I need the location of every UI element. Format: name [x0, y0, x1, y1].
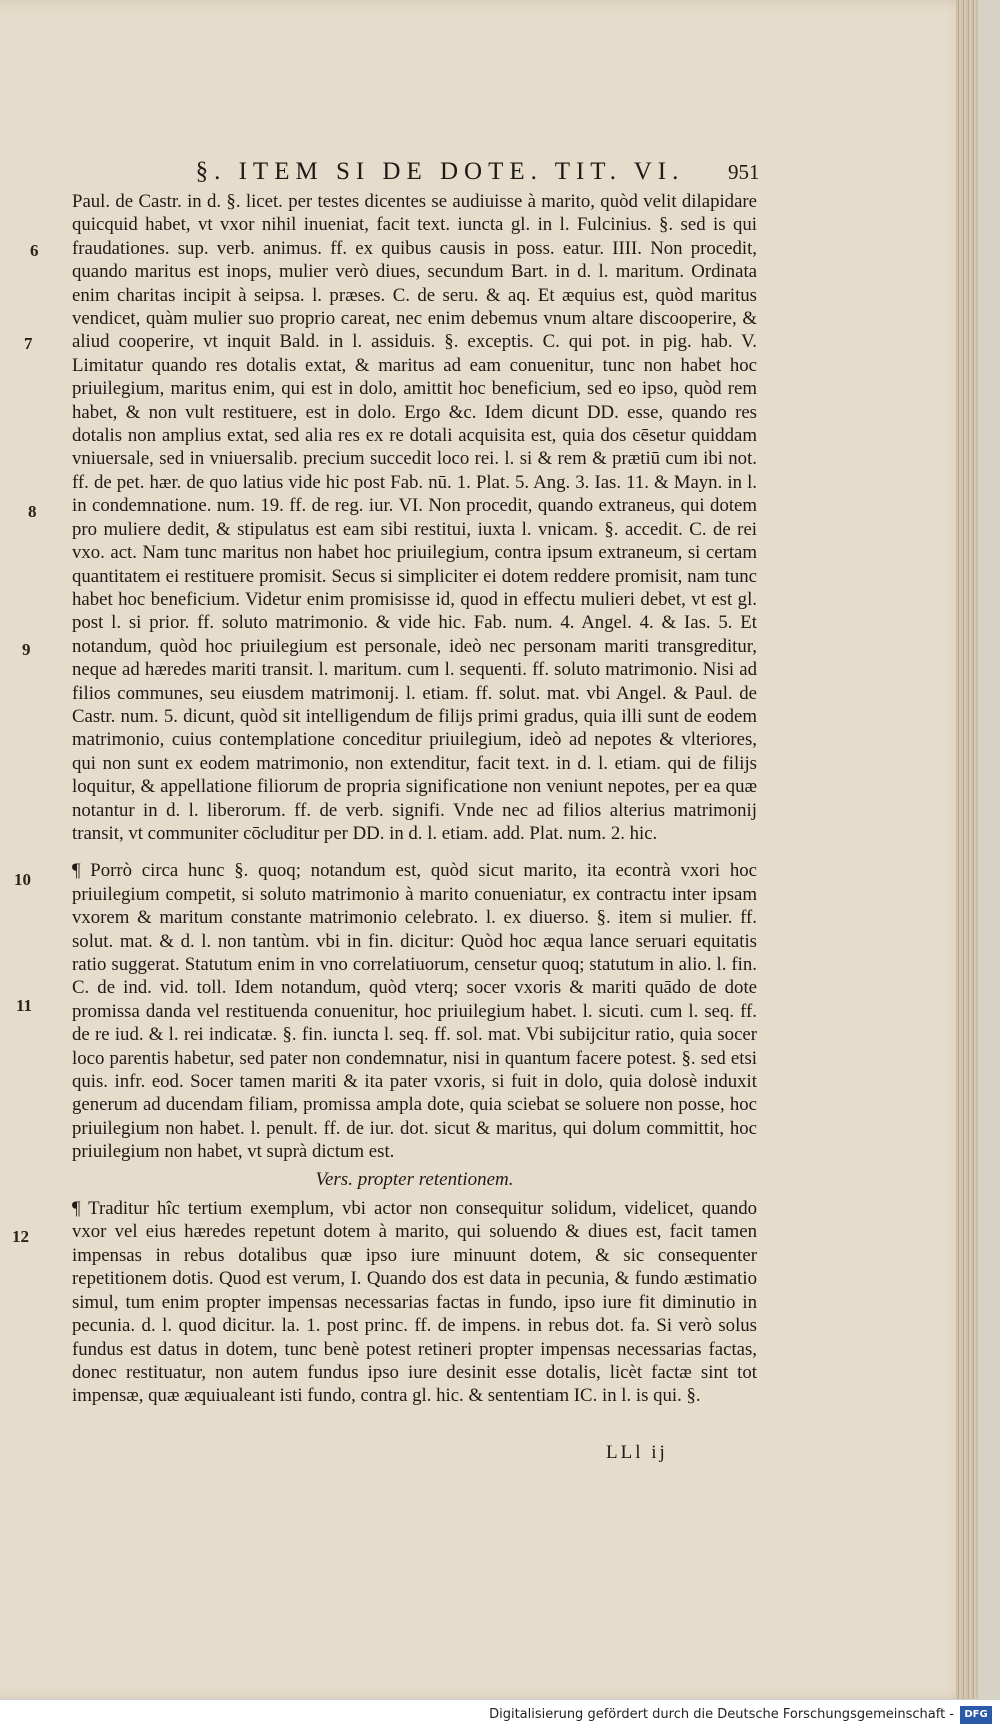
margin-number: 7: [24, 334, 33, 353]
funding-credit: Digitalisierung gefördert durch die Deutsche Forschungsgemeinschaft -: [489, 1707, 954, 1722]
main-text: [72, 190, 757, 1408]
page-edge: [956, 0, 978, 1700]
margin-number: 11: [16, 996, 33, 1015]
margin-number: 6: [30, 241, 39, 260]
section-subheading: Vers. propter retentionem.: [315, 1168, 514, 1190]
margin-number: 10: [14, 870, 31, 889]
paragraph: Paul. de Castr. in d. §. licet. per testes dicentes se audiuisse à marito, quòd velit dilapidare quicquid habet, vt vxor nihil inueniat, facit text. iuncta gl. in l. Fulcinius. §. sed is qui fraudationes. sup. verb. animus. ff. ex quibus causis in poss. eatur. IIII. Non procedit, quando maritus est inops, mulier verò diues, secundum Bart. in d. l. maritum. Ordinata enim charitas incipit à seipsa. l. præses. C. de seru. & aq. Et æquius est, quòd maritus vendicet, quàm mulier suo proprio careat, nec enim debemus vnum altare discooperire, & aliud cooperire, vt inquit Bald. in l. assiduis. §. exceptis. C. qui pot. in pig. hab. V. Limitatur quando res dotalis extat, & maritus ad eam conuenitur, tunc non habet hoc priuilegium, maritus enim, qui est in dolo, amittit hoc beneficium, sed eo ipso, quòd rem habet, & non vult restituere, est in dolo. Ergo &c. Idem dicunt DD. esse, quando res dotalis non amplius extat, sed alia res ex re dotali acquisita est, quia dos cēsetur quiddam vniuersale, sed in vniuersalib. precium succedit loco rei. l. si & rem & prætiū cum ibi not. ff. de pet. hær. de quo latius vide hic post Fab. nū. 1. Plat. 5. Ang. 3. Ias. 11. & Mayn. in l. in condemnatione. num. 19. ff. de reg. iur. VI. Non procedit, quando extraneus, qui dotem pro muliere dedit, & stipulatus est eam sibi restitui, iuxta l. vnicam. §. accedit. C. de rei vxo. act. Nam tunc maritus non habet hoc priuilegium, contra ipsum extraneum, si certam quantitatem ei restituere promisit. Secus si simpliciter ei dotem reddere promisit, nam tunc habet hoc beneficium. Videtur enim promisisse id, quod in effectu mulieri debet, vt est gl. post l. si prior. ff. soluto matrimonio. & vide hic. Fab. num. 4. Angel. 4. & Ias. 5. Et notandum, quòd hoc priuilegium est personale, ideò nec personam mariti transgreditur, neque ad hæredes mariti transit. l. maritum. cum l. sequenti. ff. soluto matrimonio. Nisi ad filios communes, seu eiusdem matrimonij. l. etiam. ff. solut. mat. vbi Angel. & Paul. de Castr. num. 5. dicunt, quòd sit intelligendum de filijs primi gradus, quia illi sunt de eodem matrimonio, cuius contemplatione conceditur priuilegium, ideò ad nepotes & vlteriores, qui non sunt ex eodem matrimonio, non extenditur, facit text. in d. l. etiam. qui de filijs loquitur, & appellatione filiorum de propria significatione non veniunt nepotes, per ea quæ notantur in d. l. liberorum. ff. de verb. signifi. Vnde nec ad filios alterius matrimonij transit, vt communiter cōcluditur per DD. in d. l. etiam. add. Plat. num. 2. hic.: [72, 191, 757, 844]
margin-numbers: [0, 0, 60, 1700]
dfg-logo-icon: DFG: [960, 1706, 992, 1724]
running-title: §. ITEM SI DE DOTE. TIT. VI.: [195, 158, 685, 185]
footer-bar: [0, 1699, 1000, 1728]
folio-number: 951: [728, 160, 760, 184]
paragraph: ¶ Porrò circa hunc §. quoq; notandum est, quòd sicut marito, ita econtrà vxori hoc priuilegium competit, si soluto matrimonio à marito conueniatur, ex contractu inter ipsam vxorem & maritum constante matrimonio celebrato. l. ex diuerso. §. item si mulier. ff. solut. mat. & d. l. non tantùm. vbi in fin. dicitur: Quòd hoc æqua lance seruari equitatis ratio suggerat. Statutum enim in vno correlatiuorum, censetur quoq; statutum in alio. l. fin. C. de ind. vid. toll. Idem notandum, quòd vterq; socer vxoris & mariti quādo de dote promissa danda vel restituenda conuenitur, hoc priuilegium habet. l. sicuti. cum l. seq. ff. de re iud. & l. rei indicatæ. §. fin. iuncta l. seq. ff. sol. mat. Vbi subijcitur ratio, quia socer loco parentis habetur, sed pater non condemnatur, nisi in quantum facere potest. §. sed etsi quis. infr. eod. Socer tamen mariti & ita pater vxoris, si fuit in dolo, quia dolosè induxit generum ad ducendam filiam, promissa ampla dote, quia sciebat se soluere non posse, hoc priuilegium non habet. l. penult. ff. de iur. dot. sicut & maritus, qui dolum committit, hoc priuilegium non habet, vt suprà dictum est.: [72, 860, 757, 1163]
margin-number: 9: [22, 640, 31, 659]
margin-number: 8: [28, 502, 37, 521]
paragraph: ¶ Traditur hîc tertium exemplum, vbi actor non consequitur solidum, videlicet, quando vxor vel eius hæredes repetunt dotem à marito, qui soluendo & diues est, facit tamen impensas in rebus dotalibus quæ ipso iure minuunt dotem, & sic consequenter repetitionem dotis. Quod est verum, I. Quando dos est data in pecunia, & fundo æstimatio simul, tum enim propter impensas necessarias factas in fundo, ipso iure fit diminutio in pecunia. d. l. quod dicitur. la. 1. post princ. ff. de impens. in rebus dot. fa. Si verò solus fundus est datus in dotem, tunc benè potest retineri propter impensas necessarias factas, donec restituatur, non autem fundus ipso iure desinit esse dotalis, licèt factæ sint tot impensæ, quæ æquiualeant isti fundo, contra gl. hic. & sententiam IC. in l. is qui. §.: [72, 1198, 757, 1407]
signature-mark: LLl ij: [606, 1442, 668, 1463]
margin-number: 12: [12, 1227, 29, 1246]
